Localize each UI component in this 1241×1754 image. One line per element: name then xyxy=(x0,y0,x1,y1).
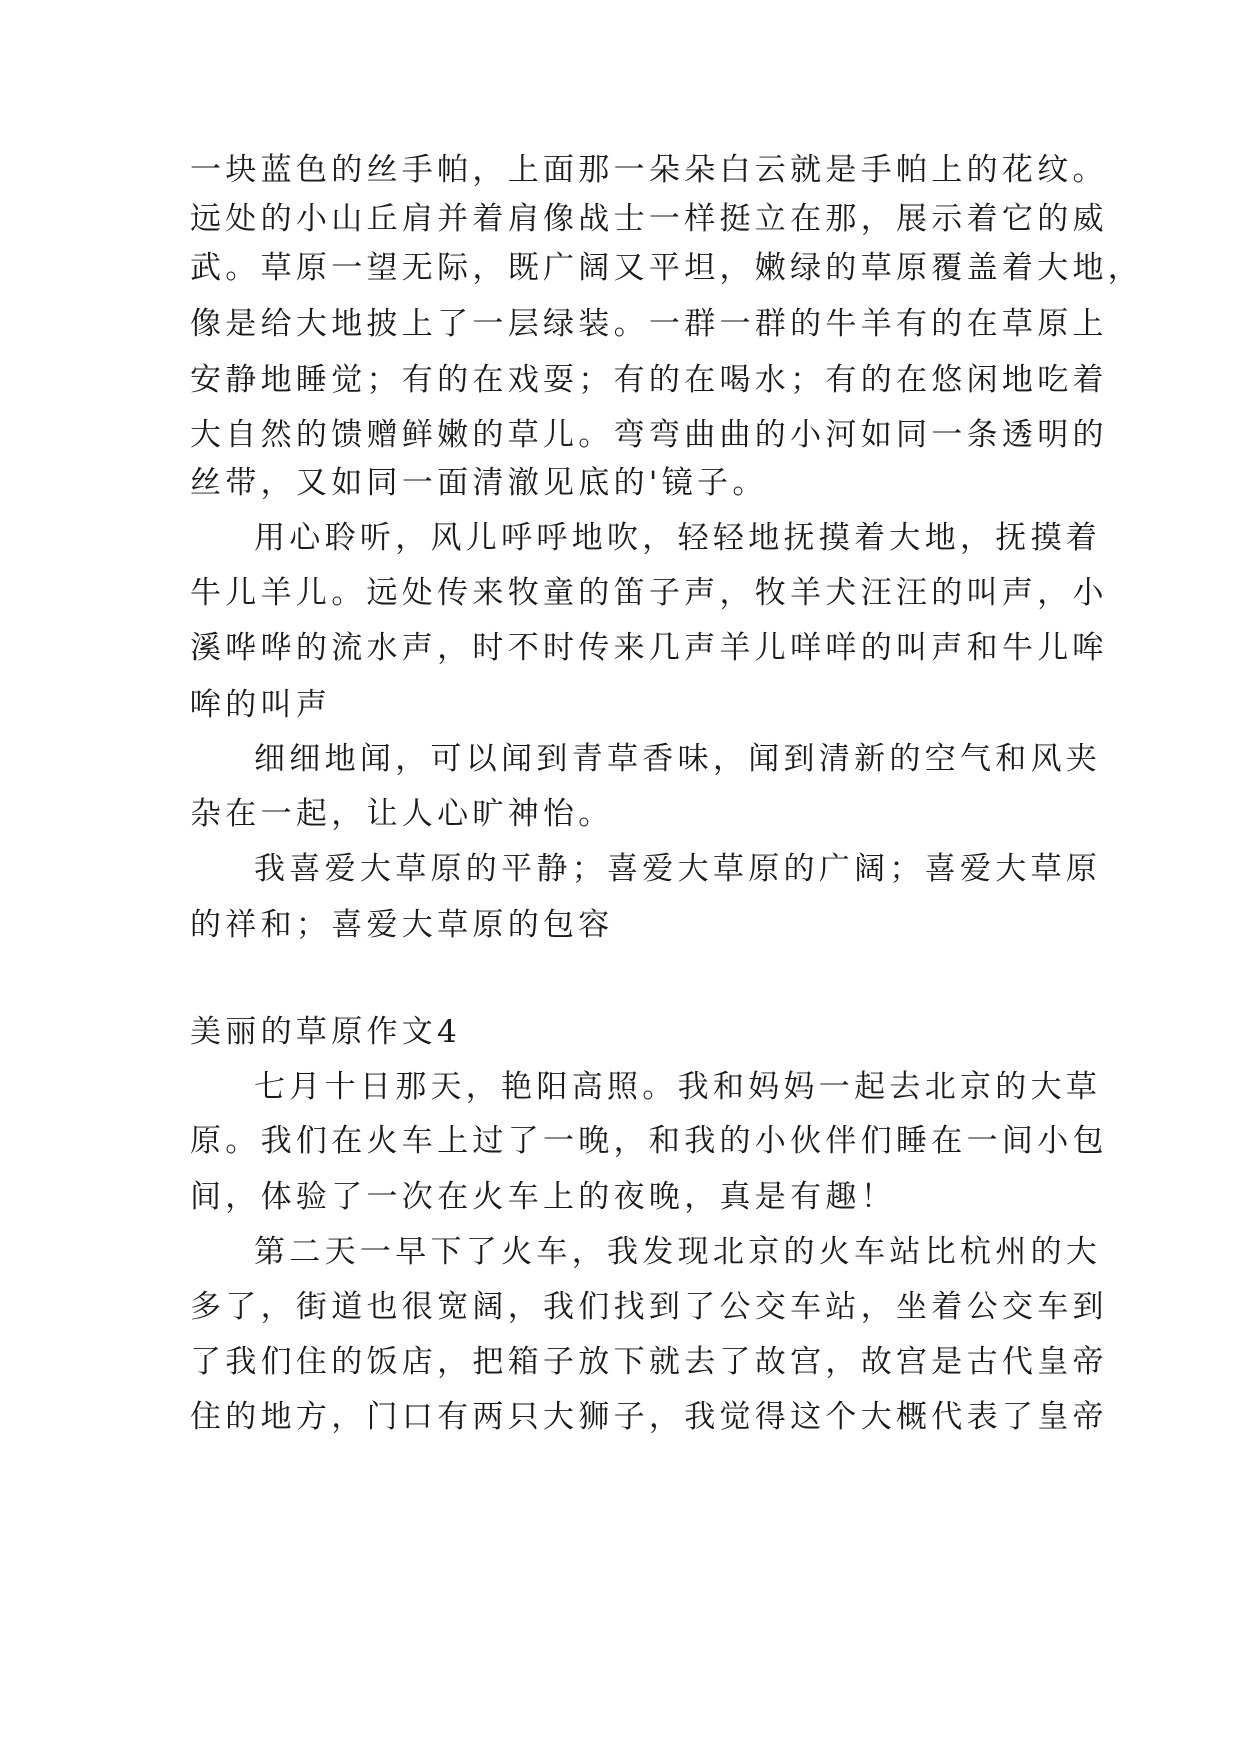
paragraph-start-line: 第二天一早下了火车，我发现北京的火车站比杭州的大 xyxy=(254,1234,1102,1270)
text-line: 牛儿羊儿。远处传来牧童的笛子声，牧羊犬汪汪的叫声，小 xyxy=(190,575,1108,611)
text-line: 安静地睡觉；有的在戏耍；有的在喝水；有的在悠闲地吃着 xyxy=(190,362,1108,398)
text-line: 杂在一起，让人心旷神怡。 xyxy=(190,796,614,832)
text-line: 武。草原一望无际，既广阔又平坦，嫩绿的草原覆盖着大地， xyxy=(190,250,1144,286)
paragraph-start-line: 我喜爱大草原的平静；喜爱大草原的广阔；喜爱大草原 xyxy=(254,851,1102,887)
text-line: 一块蓝色的丝手帕，上面那一朵朵白云就是手帕上的花纹。 xyxy=(190,152,1108,188)
text-line: 多了，街道也很宽阔，我们找到了公交车站，坐着公交车到 xyxy=(190,1289,1108,1325)
text-line: 住的地方，门口有两只大狮子，我觉得这个大概代表了皇帝 xyxy=(190,1399,1108,1435)
text-line: 的祥和；喜爱大草原的包容 xyxy=(190,907,614,943)
text-line: 远处的小山丘肩并着肩像战士一样挺立在那，展示着它的威 xyxy=(190,201,1108,237)
paragraph-start-line: 用心聆听，风儿呼呼地吹，轻轻地抚摸着大地，抚摸着 xyxy=(254,520,1102,556)
text-line: 溪哗哗的流水声，时不时传来几声羊儿咩咩的叫声和牛儿哞 xyxy=(190,630,1108,666)
text-line: 大自然的馈赠鲜嫩的草儿。弯弯曲曲的小河如同一条透明的 xyxy=(190,417,1108,453)
text-line: 丝带，又如同一面清澈见底的'镜子。 xyxy=(190,465,768,501)
text-line: 间，体验了一次在火车上的夜晚，真是有趣！ xyxy=(190,1179,896,1215)
paragraph-start-line: 细细地闻，可以闻到青草香味，闻到清新的空气和风夹 xyxy=(254,741,1102,777)
text-line: 原。我们在火车上过了一晚，和我的小伙伴们睡在一间小包 xyxy=(190,1123,1108,1159)
text-line: 哞的叫声 xyxy=(190,687,332,723)
paragraph-start-line: 七月十日那天，艳阳高照。我和妈妈一起去北京的大草 xyxy=(254,1069,1102,1105)
text-line: 了我们住的饭店，把箱子放下就去了故宫，故宫是古代皇帝 xyxy=(190,1344,1108,1380)
section-heading: 美丽的草原作文4 xyxy=(190,1014,462,1050)
text-line: 像是给大地披上了一层绿装。一群一群的牛羊有的在草原上 xyxy=(190,306,1108,342)
